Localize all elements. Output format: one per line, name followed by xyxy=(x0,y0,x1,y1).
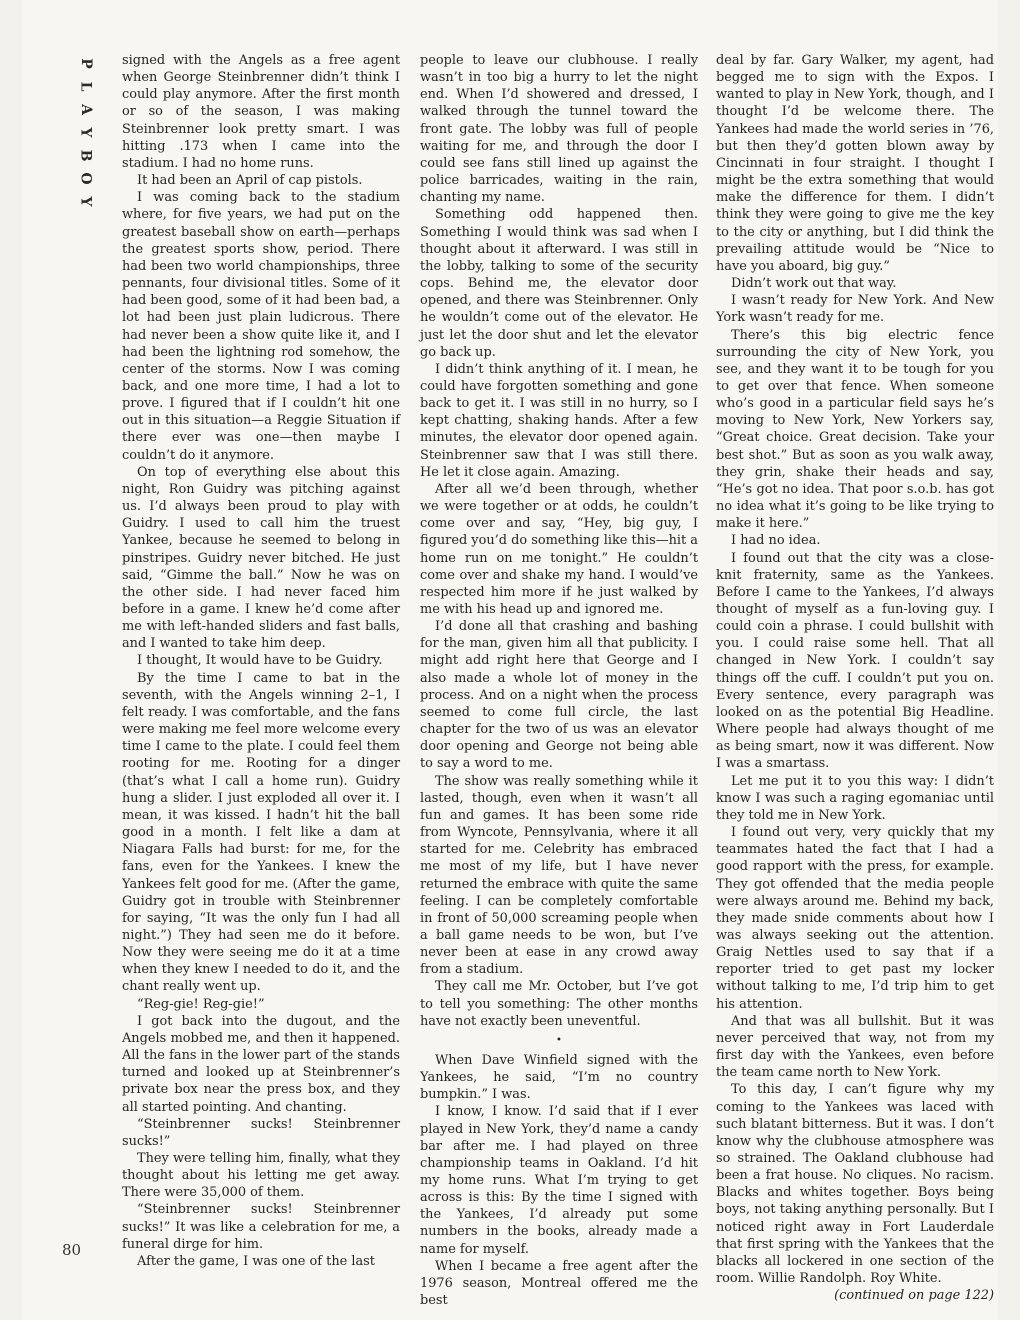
paragraph: There’s this big electric fence surrounding the city of New York, you see, and they want it to be tough for you to get over that fence. When someone who’s good in a particular field says he’s moving to New York, New Yorkers say, “Great choice. Great decision. Take your best shot.” But as soon as you walk away, they grin, shake their heads and say, “He’s got no idea. That poor s.o.b. has got no idea what it’s going to be like trying to make it here.” xyxy=(716,327,994,532)
paragraph: By the time I came to bat in the seventh, with the Angels winning 2–1, I felt ready. I was comfortable, and the fans were making me feel more welcome every time I came to the plate. I could feel them rooting for me. Rooting for a dinger (that’s what I call a home run). Guidry hung a slider. I just exploded all over it. I mean, it was kissed. I hadn’t hit the ball good in a month. I felt like a dam at Niagara Falls had burst: for me, for the fans, even for the Yankees. I knew the Yankees felt good for me. (After the game, Guidry got in trouble with Steinbrenner for saying, “It was the only fun I had all night.”) They had seen me do it before. Now they were seeing me do it at a time when they knew I needed to do it, and the chant really went up. xyxy=(122,670,400,995)
paragraph: deal by far. Gary Walker, my agent, had begged me to sign with the Expos. I wanted to play in New York, though, and I thought I’d be welcome there. The Yankees had made the world series in ’76, but then they’d gotten blown away by Cincinnati in four straight. I thought I might be the extra something that would make the difference for them. I didn’t think they were going to give me the key to the city or anything, but I did think the prevailing attitude would be “Nice to have you aboard, big guy.” xyxy=(716,53,994,274)
section-break-dot: • xyxy=(556,1034,562,1046)
text-column-1 xyxy=(122,52,400,1270)
masthead-letter: Y xyxy=(77,196,94,207)
paragraph: I’d done all that crashing and bashing for the man, given him all that publicity. I might add right here that George and I also made a whole lot of money in the process. And on a night when the process seemed to come full circle, the last chapter for the two of us was an elevator door opening and George not being able to say a word to me. xyxy=(420,619,698,772)
paragraph: I didn’t think anything of it. I mean, he could have forgotten something and gone back to get it. I was still in no hurry, so I kept chatting, shaking hands. After a few minutes, the elevator door opened again. Steinbrenner saw that I was still there. He let it close again. Amazing. xyxy=(420,361,698,480)
masthead-letter: P xyxy=(77,58,94,69)
page-number: 80 xyxy=(62,1241,82,1259)
paragraph: “Steinbrenner sucks! Steinbrenner sucks!” It was like a celebration for me, a funeral dirge for him. xyxy=(122,1202,400,1252)
paragraph: I found out very, very quickly that my teammates hated the fact that I had a good rapport with the press, for example. They got offended that the media people were always around me. Behind my back, they made snide comments about how I was always seeking out the attention. Graig Nettles used to say that if a reporter tried to get past my locker without talking to me, I’d trip him to get his attention. xyxy=(716,825,994,1012)
paragraph: “Reg-gie! Reg-gie!” xyxy=(137,996,265,1012)
paragraph: They call me Mr. October, but I’ve got to tell you something: The other months have not exactly been uneventful. xyxy=(420,979,698,1029)
paragraph: And that was all bullshit. But it was never perceived that way, not from my first day with the Yankees, even before the team came north to New York. xyxy=(716,1013,994,1081)
paragraph: Let me put it to you this way: I didn’t know I was such a raging egomaniac until they told me in New York. xyxy=(716,773,994,823)
playboy-masthead xyxy=(74,52,96,213)
paragraph: I found out that the city was a close-knit fraternity, same as the Yankees. Before I came to the Yankees, I’d always thought of myself as a fun-loving guy. I could coin a phrase. I could bullshit with you. I could raise some hell. That all changed in New York. I couldn’t say things off the cuff. I couldn’t put you on. Every sentence, every paragraph was looked on as the potential Big Headline. Where people had always thought of me as being smart, now it was different. Now I was a smartass. xyxy=(716,550,994,772)
paragraph: I know, I know. I’d said that if I ever played in New York, they’d name a candy bar after me. I had played on three championship teams in Oakland. I’d hit my home runs. What I’m trying to get across is this: By the time I signed with the Yankees, I’d already put some numbers in the books, already made a name for myself. xyxy=(420,1104,698,1257)
masthead-letter: L xyxy=(77,81,94,92)
paragraph: To this day, I can’t figure why my coming to the Yankees was laced with such blatant bitterness. But it was. I don’t know why the clubhouse atmosphere was so strained. The Oakland clubhouse had been a frat house. No cliques. No racism. Blacks and whites together. Boys being boys, not taking anything personally. But I noticed right away in Fort Lauderdale that first spring with the Yankees that the blacks all lockered in one section of the room. Willie Randolph. Roy White. xyxy=(716,1082,994,1287)
masthead-letter: Y xyxy=(77,127,94,138)
paragraph: Didn’t work out that way. xyxy=(731,276,897,292)
paragraph: After the game, I was one of the last xyxy=(137,1253,375,1269)
paragraph: I got back into the dugout, and the Angels mobbed me, and then it happened. All the fans in the lower part of the stands turned and looked up at Steinbrenner’s private box near the press box, and they all started pointing. And chanting. xyxy=(122,1013,400,1115)
paragraph: On top of everything else about this night, Ron Guidry was pitching against us. I’d always been proud to play with Guidry. I used to call him the truest Yankee, because he seemed to belong in pinstripes. Guidry never bitched. He just said, “Gimme the ball.” Now he was on the other side. I had never faced him before in a game. I knew he’d come after me with left-handed sliders and fast balls, and I wanted to take him deep. xyxy=(122,464,400,652)
paragraph: I thought, It would have to be Guidry. xyxy=(137,653,383,669)
paragraph: After all we’d been through, whether we were together or at odds, he couldn’t come over and say, “Hey, big guy, I figured you’d do something like this—hit a home run on me tonight.” He couldn’t come over and shake my hand. I would’ve respected him more if he just walked by me with his head up and ignored me. xyxy=(420,481,698,617)
masthead-letter: O xyxy=(77,172,94,185)
text-column-3 xyxy=(716,52,994,1304)
magazine-page xyxy=(22,0,998,1320)
paragraph: When I became a free agent after the 1976 season, Montreal offered me the best xyxy=(420,1258,698,1309)
paragraph: It had been an April of cap pistols. xyxy=(137,173,363,189)
paragraph: people to leave our clubhouse. I really wasn’t in too big a hurry to let the night end. When I’d showered and dressed, I walked through the tunnel toward the front gate. The lobby was full of people waiting for me, and through the door I could see fans still lined up against the police barricades, waiting in the rain, chanting my name. xyxy=(420,53,698,206)
masthead-letter: A xyxy=(77,104,94,115)
paragraph: signed with the Angels as a free agent when George Steinbrenner didn’t think I could play anymore. After the first month or so of the season, I was making Steinbrenner look pretty smart. I was hitting .173 when I came into the stadium. I had no home runs. xyxy=(122,53,400,171)
masthead-letter: B xyxy=(77,149,94,162)
paragraph: “Steinbrenner sucks! Steinbrenner sucks!” xyxy=(122,1116,400,1149)
paragraph: They were telling him, finally, what they thought about his letting me get away. There were 35,000 of them. xyxy=(122,1151,400,1201)
continued-note: (continued on page 122) xyxy=(834,1288,994,1304)
paragraph: Something odd happened then. Something I would think was sad when I thought about it afterward. I was still in the lobby, talking to some of the security cops. Behind me, the elevator door opened, and there was Steinbrenner. Only he wouldn’t come out of the elevator. He just let the door shut and let the elevator go back up. xyxy=(420,207,698,360)
text-column-2 xyxy=(420,52,698,1309)
paragraph: When Dave Winfield signed with the Yankees, he said, “I’m no country bumpkin.” I was. xyxy=(420,1052,698,1103)
paragraph: I had no idea. xyxy=(731,533,821,549)
paragraph: I wasn’t ready for New York. And New York wasn’t ready for me. xyxy=(716,293,994,326)
paragraph: The show was really something while it lasted, though, even when it wasn’t all fun and games. It has been some ride from Wyncote, Pennsylvania, where it all started for me. Celebrity has embraced me most of my life, but I have never returned the embrace with quite the same feeling. I can be completely comfortable in front of 50,000 screaming people when a ball game needs to be won, but I’ve never been at ease in any crowd away from a stadium. xyxy=(420,773,698,978)
paragraph: I was coming back to the stadium where, for five years, we had put on the greatest baseball show on earth—perhaps the greatest sports show, period. There had been two world championships, three pennants, four divisional titles. Some of it had been good, some of it had been bad, a lot had been just plain ludicrous. There had never been a show quite like it, and I had been the lightning rod somehow, the center of the storms. Now I was coming back, and one more time, I had a lot to prove. I figured that if I couldn’t hit one out in this situation—a Reggie Situation if there ever was one—then maybe I couldn’t do it anymore. xyxy=(122,190,400,463)
